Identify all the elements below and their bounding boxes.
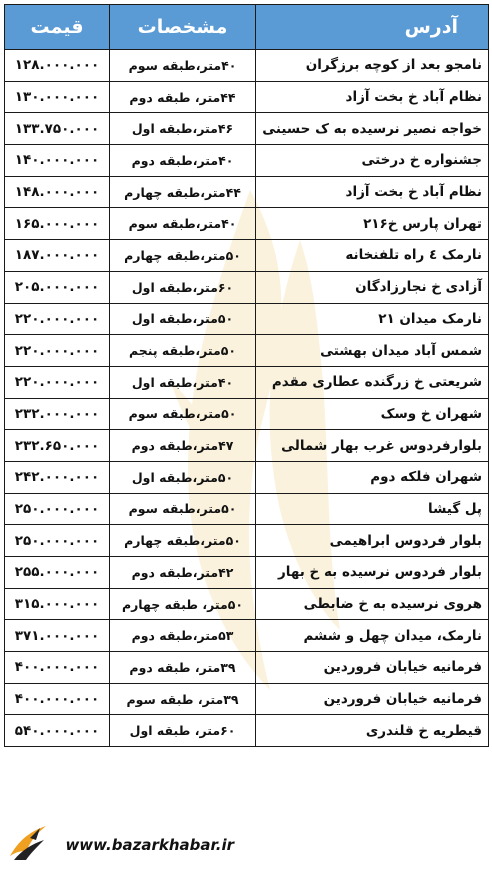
cell-specs: ۴۴متر، طبقه دوم bbox=[110, 81, 256, 113]
table-row bbox=[5, 652, 489, 684]
cell-specs: ۴۴متر،طبقه چهارم bbox=[110, 176, 256, 208]
cell-address: نظام آباد خ بخت آزاد bbox=[256, 176, 489, 208]
cell-specs: ۴۷متر،طبقه دوم bbox=[110, 430, 256, 462]
cell-price: ۲۵۵.۰۰۰.۰۰۰ bbox=[5, 557, 110, 589]
table-row bbox=[5, 81, 489, 113]
cell-price: ۱۲۸.۰۰۰.۰۰۰ bbox=[5, 50, 110, 82]
cell-price: ۲۲۰.۰۰۰.۰۰۰ bbox=[5, 303, 110, 335]
cell-specs: ۴۲متر،طبقه دوم bbox=[110, 557, 256, 589]
cell-price: ۱۳۳.۷۵۰.۰۰۰ bbox=[5, 113, 110, 145]
cell-specs: ۴۰متر،طبقه سوم bbox=[110, 50, 256, 82]
cell-specs: ۳۹متر، طبقه سوم bbox=[110, 683, 256, 715]
price-table-container bbox=[4, 4, 488, 747]
cell-address: نظام آباد خ بخت آزاد bbox=[256, 81, 489, 113]
cell-address: فرمانیه خیابان فروردین bbox=[256, 683, 489, 715]
table-header-row bbox=[5, 5, 489, 50]
header-price: قیمت bbox=[5, 5, 110, 50]
table-row bbox=[5, 430, 489, 462]
table-row bbox=[5, 493, 489, 525]
cell-specs: ۶۰متر، طبقه اول bbox=[110, 715, 256, 747]
cell-specs: ۵۰متر،طبقه پنجم bbox=[110, 335, 256, 367]
cell-address: نارمک ٤ راه تلفنخانه bbox=[256, 240, 489, 272]
cell-price: ۲۵۰.۰۰۰.۰۰۰ bbox=[5, 493, 110, 525]
cell-address: شهران فلکه دوم bbox=[256, 461, 489, 493]
table-row bbox=[5, 50, 489, 82]
cell-address: بلوار فردوس ابراهیمی bbox=[256, 525, 489, 557]
cell-address: شمس آباد میدان بهشتی bbox=[256, 335, 489, 367]
header-specs: مشخصات bbox=[110, 5, 256, 50]
table-row bbox=[5, 461, 489, 493]
cell-price: ۱۴۸.۰۰۰.۰۰۰ bbox=[5, 176, 110, 208]
table-row bbox=[5, 588, 489, 620]
cell-specs: ۴۰متر،طبقه سوم bbox=[110, 208, 256, 240]
cell-specs: ۴۰متر،طبقه دوم bbox=[110, 145, 256, 177]
table-row bbox=[5, 271, 489, 303]
cell-address: خواجه نصیر نرسیده به ک حسینی bbox=[256, 113, 489, 145]
cell-price: ۲۳۲.۰۰۰.۰۰۰ bbox=[5, 398, 110, 430]
cell-price: ۱۸۷.۰۰۰.۰۰۰ bbox=[5, 240, 110, 272]
cell-address: جشنواره خ درختی bbox=[256, 145, 489, 177]
cell-price: ۴۰۰.۰۰۰.۰۰۰ bbox=[5, 683, 110, 715]
table-row bbox=[5, 303, 489, 335]
cell-address: بلوارفردوس غرب بهار شمالی bbox=[256, 430, 489, 462]
cell-specs: ۶۰متر،طبقه اول bbox=[110, 271, 256, 303]
cell-address: هروی نرسیده به خ ضابطی bbox=[256, 588, 489, 620]
cell-address: بلوار فردوس نرسیده به خ بهار bbox=[256, 557, 489, 589]
table-row bbox=[5, 620, 489, 652]
table-row bbox=[5, 240, 489, 272]
cell-address: تهران پارس خ۲۱۶ bbox=[256, 208, 489, 240]
cell-address: شهران خ وسک bbox=[256, 398, 489, 430]
header-address: آدرس bbox=[256, 5, 489, 50]
cell-address: شریعتی خ زرگنده عطاری مقدم bbox=[256, 366, 489, 398]
cell-specs: ۵۰متر،طبقه چهارم bbox=[110, 525, 256, 557]
cell-specs: ۵۰متر، طبقه چهارم bbox=[110, 588, 256, 620]
cell-address: فرمانیه خیابان فروردین bbox=[256, 652, 489, 684]
table-row bbox=[5, 366, 489, 398]
cell-price: ۲۴۲.۰۰۰.۰۰۰ bbox=[5, 461, 110, 493]
table-row bbox=[5, 113, 489, 145]
cell-price: ۲۰۵.۰۰۰.۰۰۰ bbox=[5, 271, 110, 303]
cell-address: قیطریه خ قلندری bbox=[256, 715, 489, 747]
table-row bbox=[5, 683, 489, 715]
cell-price: ۳۷۱.۰۰۰.۰۰۰ bbox=[5, 620, 110, 652]
cell-specs: ۵۰متر،طبقه اول bbox=[110, 461, 256, 493]
cell-specs: ۵۰متر،طبقه اول bbox=[110, 303, 256, 335]
cell-price: ۱۴۰.۰۰۰.۰۰۰ bbox=[5, 145, 110, 177]
cell-price: ۱۶۵.۰۰۰.۰۰۰ bbox=[5, 208, 110, 240]
table-row bbox=[5, 145, 489, 177]
cell-price: ۲۳۲.۶۵۰.۰۰۰ bbox=[5, 430, 110, 462]
cell-specs: ۵۰متر،طبقه سوم bbox=[110, 493, 256, 525]
table-row bbox=[5, 208, 489, 240]
cell-price: ۲۲۰.۰۰۰.۰۰۰ bbox=[5, 335, 110, 367]
cell-specs: ۵۳متر،طبقه دوم bbox=[110, 620, 256, 652]
table-row bbox=[5, 557, 489, 589]
cell-specs: ۵۰متر،طبقه چهارم bbox=[110, 240, 256, 272]
table-row bbox=[5, 335, 489, 367]
price-table bbox=[4, 4, 489, 747]
site-url[interactable]: www.bazarkhabar.ir bbox=[65, 836, 234, 854]
cell-price: ۵۴۰.۰۰۰.۰۰۰ bbox=[5, 715, 110, 747]
cell-specs: ۴۰متر،طبقه اول bbox=[110, 366, 256, 398]
cell-specs: ۴۶متر،طبقه اول bbox=[110, 113, 256, 145]
cell-price: ۱۳۰.۰۰۰.۰۰۰ bbox=[5, 81, 110, 113]
cell-address: آزادی خ نجارزادگان bbox=[256, 271, 489, 303]
cell-specs: ۳۹متر، طبقه دوم bbox=[110, 652, 256, 684]
cell-price: ۴۰۰.۰۰۰.۰۰۰ bbox=[5, 652, 110, 684]
cell-address: نارمک، میدان چهل و ششم bbox=[256, 620, 489, 652]
table-row bbox=[5, 176, 489, 208]
table-row bbox=[5, 715, 489, 747]
cell-price: ۳۱۵.۰۰۰.۰۰۰ bbox=[5, 588, 110, 620]
cell-price: ۲۵۰.۰۰۰.۰۰۰ bbox=[5, 525, 110, 557]
table-row bbox=[5, 525, 489, 557]
cell-price: ۲۲۰.۰۰۰.۰۰۰ bbox=[5, 366, 110, 398]
footer bbox=[0, 814, 492, 887]
cell-address: نارمک میدان ۲۱ bbox=[256, 303, 489, 335]
bird-logo-icon bbox=[6, 820, 50, 864]
table-row bbox=[5, 398, 489, 430]
cell-address: نامجو بعد از کوچه برزگران bbox=[256, 50, 489, 82]
cell-address: پل گیشا bbox=[256, 493, 489, 525]
cell-specs: ۵۰متر،طبقه سوم bbox=[110, 398, 256, 430]
